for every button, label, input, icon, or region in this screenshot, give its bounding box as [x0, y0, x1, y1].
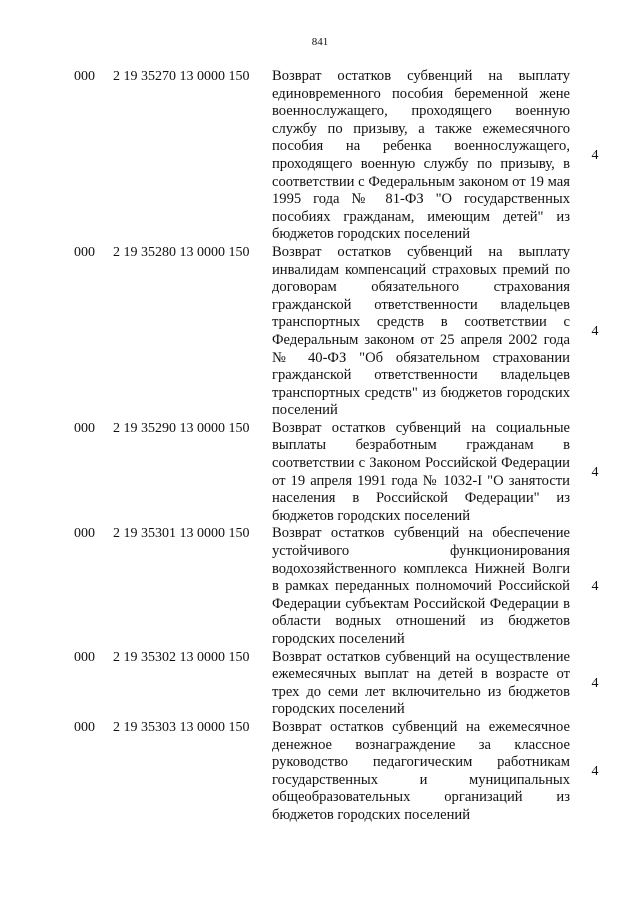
budget-classification-code: 2 19 35270 13 0000 150 [113, 69, 250, 84]
allocation-norm: 4 [591, 763, 599, 779]
budget-classification-code: 2 19 35280 13 0000 150 [113, 244, 250, 260]
income-description: Возврат остатков субвенций на социальные выплаты безработным гражданам в соответствии с Законом Российской Федерации от 19 апреля 1991 года № 1032-I "О занятости населения в Российской Федерации" из бюджетов городских поселений [272, 419, 570, 524]
table-row [0, 525, 640, 648]
income-description: Возврат остатков субвенций на ежемесячное денежное вознаграждение за классное руководство педагогическим работникам государственных и муниципальных общеобразовательных организаций из бюджетов городских поселений [272, 718, 570, 823]
table-row [0, 649, 640, 719]
table-row [0, 719, 640, 825]
budget-classification-code: 2 19 35302 13 0000 150 [113, 649, 250, 665]
income-description: Возврат остатков субвенций на осуществление ежемесячных выплат на детей в возрасте от трех до семи лет включительно из бюджетов городских поселений [272, 648, 570, 718]
page-number: 841 [311, 36, 329, 48]
allocation-norm: 4 [591, 464, 599, 480]
allocation-norm: 4 [591, 323, 599, 339]
admin-code: 000 [74, 526, 95, 542]
budget-classification-code: 2 19 35303 13 0000 150 [113, 719, 250, 735]
income-description: Возврат остатков субвенций на обеспечение устойчивого функционирования водохозяйственного комплекса Нижней Волги в рамках переданных полномочий Российской Федерации субъектам Российской Федерации в области водных отношений из бюджетов городских поселений [272, 525, 570, 647]
budget-classification-code: 2 19 35290 13 0000 150 [113, 420, 250, 436]
allocation-norm: 4 [591, 675, 599, 691]
admin-code: 000 [74, 244, 95, 260]
budget-classification-code: 2 19 35301 13 0000 150 [113, 526, 250, 542]
admin-code: 000 [74, 420, 95, 436]
admin-code: 000 [74, 649, 95, 665]
table-row [0, 244, 640, 420]
table-row [0, 68, 640, 244]
allocation-norm: 4 [591, 147, 599, 163]
allocation-norm: 4 [591, 579, 599, 595]
budget-codes-table [0, 68, 640, 825]
income-description: Возврат остатков субвенций на выплату единовременного пособия беременной жене военнослужащего, проходящего военную службу по призыву, а также ежемесячного пособия на ребенка военнослужащего, проходящего военную службу по призыву, в соответствии с Федеральным законом от 19 мая 1995 года № 81-ФЗ "О государственных пособиях гражданам, имеющим детей" из бюджетов городских поселений [272, 68, 570, 243]
table-row [0, 420, 640, 526]
admin-code: 000 [74, 719, 95, 735]
admin-code: 000 [74, 69, 95, 84]
income-description: Возврат остатков субвенций на выплату инвалидам компенсаций страховых премий по договорам обязательного страхования гражданской ответственности владельцев транспортных средств в соответствии с Федеральным законом от 25 апреля 2002 года № 40-ФЗ "Об обязательном страховании гражданской ответственности владельцев транспортных средств" из бюджетов городских поселений [272, 243, 570, 419]
